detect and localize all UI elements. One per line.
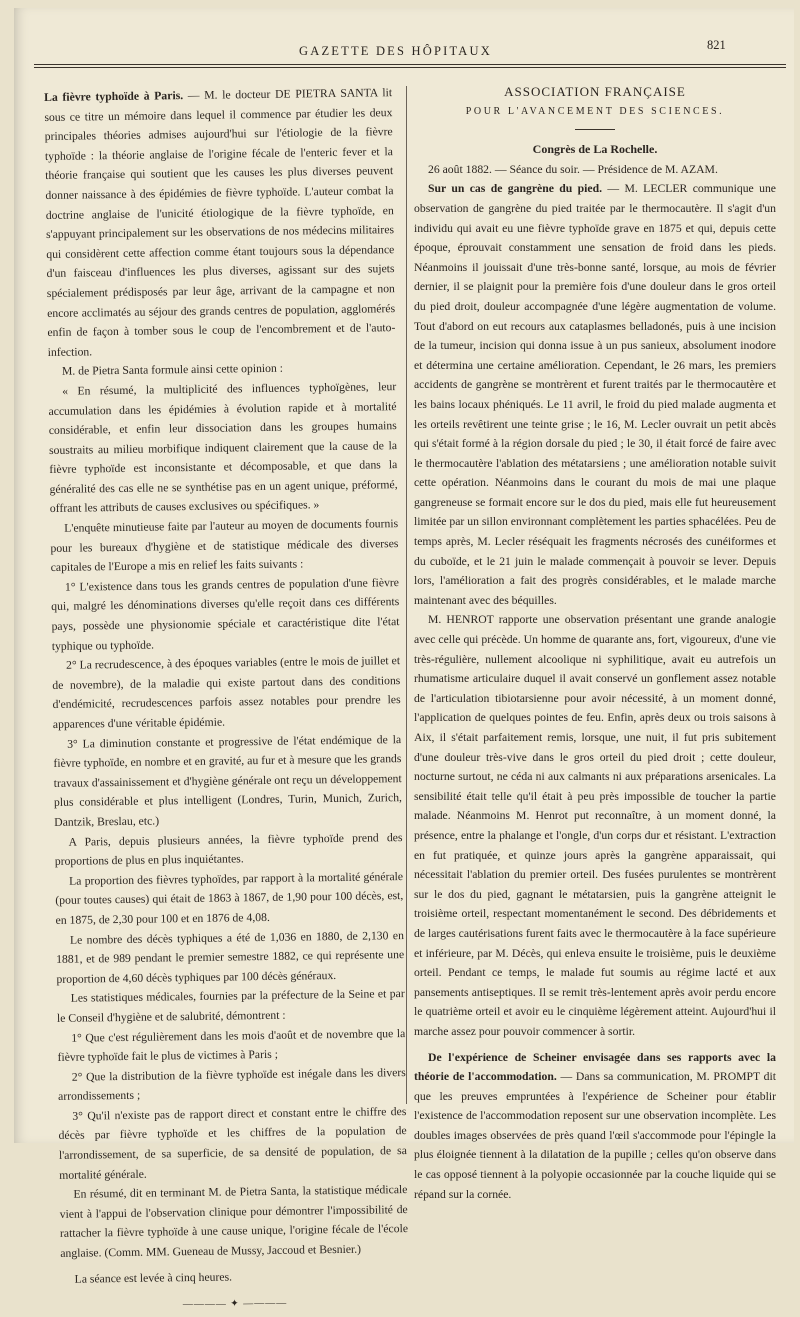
left-column	[44, 83, 409, 1317]
section-rule	[575, 129, 615, 130]
association-title: ASSOCIATION FRANÇAISE	[504, 84, 686, 99]
article-heading-typhoid: La fièvre typhoïde à Paris.	[44, 89, 184, 104]
right-column	[414, 82, 776, 1204]
running-title: GAZETTE DES HÔPITAUX	[299, 44, 492, 58]
header-rule	[34, 64, 786, 65]
paragraph: A Paris, depuis plusieurs années, la fièvre typhoïde prend des proportions de plus en plus inquiétantes.	[54, 830, 403, 869]
paragraph-item-1: 1° L'existence dans tous les grands centres de population d'une fièvre qui, malgré les dénominations diverses qu'elle reçoit dans ces différents pays, possède une physionomie spéciale et caractéristique dite l'état typhique ou typhoïde.	[51, 575, 400, 653]
article-heading-gangrene: Sur un cas de gangrène du pied.	[428, 182, 603, 196]
paragraph-typhoid-intro: La fièvre typhoïde à Paris. — M. le docteur DE PIETRA SANTA lit sous ce titre un mémoire dans lequel il commence par étudier les deux principales théories admises aujourd'hui sur l'étiologie de la fièvre typhoïde : la théorie anglaise de l'origine fécale de l'enteric fever et la théorie française qui soutient que les causes les plus diverses peuvent donner naissance à des épidémies de fièvre typhoïde. L'auteur combat la doctrine anglaise de l'unicité étiologique de la fièvre typhoïde, en s'appuyant principalement sur les observations de nos médecins militaires qui considèrent cette affection comme étant toujours sous la dépendance d'un faisceau d'influences les plus diverses, agissant sur des sujets spécialement prédisposés par leur âge, arrivant de la campagne et non encore acclimatés au séjour des grands centres de population, agglomérés enfin de façon à tomber sous le coup de l'encombrement et de l'auto-infection.	[44, 86, 396, 359]
paragraph: La proportion des fièvres typhoïdes, par rapport à la mortalité générale (pour toutes causes) qui était de 1863 à 1867, de 1,90 pour 100 décès, est, en 1875, de 2,30 pour 100 et en 1876 de 4,08.	[55, 869, 404, 927]
session-closing: La séance est levée à cinq heures.	[74, 1270, 233, 1286]
paragraph: Le nombre des décès typhiques a été de 1,036 en 1880, de 2,130 en 1881, et de 989 pendant le premier semestre 1882, ce qui représente une proportion de 4,60 décès typhiques par 100 décès généraux.	[56, 928, 405, 986]
page-number: 821	[707, 38, 726, 52]
article-heading-scheiner: De l'expérience de Scheiner envisagée dans ses rapports avec la théorie de l'accommodation.	[414, 1050, 776, 1084]
end-ornament: ———— ✦ ————	[182, 1297, 288, 1311]
paragraph: Les statistiques médicales, fournies par la préfecture de la Seine et par le Conseil d'hygiène et de salubrité, démontrent :	[56, 987, 405, 1025]
column-divider	[406, 86, 407, 1104]
session-line: 26 août 1882. — Séance du soir. — Présidence de M. AZAM.	[428, 162, 718, 176]
paragraph-item-1: 1° Que c'est régulièrement dans les mois d'août et de novembre que la fièvre typhoïde fait le plus de victimes à Paris ;	[57, 1026, 406, 1064]
paragraph-item-2: 2° Que la distribution de la fièvre typhoïde est inégale dans les divers arrondissements ;	[57, 1065, 406, 1104]
paragraph-item-3: 3° La diminution constante et progressive de l'état endémique de la fièvre typhoïde, en nombre et en gravité, au fur et à mesure que les grands travaux d'assainissement et d'hygiène générale ont reçu un développement plus considérable et plus intelligent (Londres, Turin, Munich, Zurich, Dantzik, Breslau, etc.)	[53, 732, 403, 829]
paragraph-item-2: 2° La recrudescence, à des époques variables (entre le mois de juillet et de novembre), de la maladie qui existe partout dans des conditions d'endémicité, recrudescences parfois assez notables pour prendre les apparences d'une véritable épidémie.	[52, 654, 401, 731]
paragraph-conclusion: En résumé, dit en terminant M. de Pietra Santa, la statistique médicale vient à l'appui de l'observation clinique pour démontrer l'impossibilité de rattacher la fièvre typhoïde à une cause unique, l'origine fécale de l'école anglaise. (Comm. MM. Gueneau de Mussy, Jaccoud et Besnier.)	[59, 1183, 409, 1260]
congress-title: Congrès de La Rochelle.	[532, 142, 658, 157]
paragraph: L'enquête minutieuse faite par l'auteur au moyen de documents fournis pour les bureaux d'hygiène et de statistique médicale des diverses capitales de l'Europe a mis en relief les faits suivants :	[50, 517, 399, 575]
paragraph-item-3: 3° Qu'il n'existe pas de rapport direct et constant entre le chiffre des décès par fièvre typhoïde et les chiffres de la population de l'arrondissement, de sa superficie, de sa densité de population, de sa mortalité générale.	[58, 1104, 407, 1182]
paragraph-quote: « En résumé, la multiplicité des influences typhoïgènes, leur accumulation dans les épidémies à évolution rapide et à mortalité considérable, et enfin leur dissociation dans les groupes humains soustraits au milieu morbifique indiquent clairement que la cause de la fièvre typhoïde est inconsistante et décomposable, et que dans la généralité des cas elle ne se synthétise pas en un agent unique, préformé, offrant les attributs de causes exclusives ou spécifiques. »	[48, 380, 398, 516]
paragraph-gangrene: Sur un cas de gangrène du pied. — M. LECLER communique une observation de gangrène du pied traitée par le thermocautère. Il s'agit d'un individu qui avait eu une fièvre typhoïde grave en 1875 et qui, depuis cette époque, éprouvait constamment une sensation de froid dans les pieds. Néanmoins il jouissait d'une très-bonne santé, lorsque, au mois de février dernier, il se plaignit pour la première fois d'une douleur dans le gros orteil du pied droit, douleur accompagnée d'une légère augmentation de volume. Tout d'abord on eut recours aux cataplasmes belladonés, puis à une incision de la tumeur, incision qui donna issue à un pus sanieux, absolument inodore et détermina une certaine amélioration. Cependant, le 26 mars, les premiers accidents de gangrène se montrèrent et furent traités par le thermocautère et les bains locaux phéniqués. Le 11 avril, le froid du pied malade augmenta et les orteils revêtirent une teinte grise ; le 16, M. Lecler ouvrait un petit abcès qui s'était formé à la région dorsale du pied ; le 30, il était forcé de faire avec le thermocautère l'ablation des métatarsiens ; une amélioration notable suivit cette opération. Néanmoins dans le courant du mois de mai une plaque gangreneuse se formait encore sur le dos du pied, mais elle fut heureusement limitée par un sillon environnant complètement les parties sphacélées. Peu de temps après, M. Lecler réséquait les fragments nécrosés des cunéiformes et du cuboïde, et le 21 juin le malade commençait à pouvoir se lever. Depuis lors, l'amélioration a fait des progrès considérables, et le malade marche maintenant avec des béquilles.	[414, 182, 776, 607]
paragraph-henrot: M. HENROT rapporte une observation présentant une grande analogie avec celle qui précède. Un homme de quarante ans, fort, vigoureux, d'une vie très-régulière, nullement alcoolique ni syphilitique, avait eu autrefois un rhumatisme articulaire duquel il avait conservé un gonflement assez notable de l'articulation tibiotarsienne pour avoir nécessité, à un moment donné, l'application de quelques pointes de feu. Enfin, après deux ou trois saisons à Aix, il s'était parfaitement remis, lorsque, une nuit, il fut pris subitement d'une douleur très-vive dans le gros orteil du pied droit ; cette douleur, nocturne surtout, ne céda ni aux calmants ni aux préparations arsenicales. La sensibilité était telle qu'il était à peu près impossible de toucher la partie malade. Néanmoins M. Henrot put reconnaître, à un moment donné, la présence, entre la phalange et l'ongle, d'un corps dur et résistant. L'extraction en fut pratiquée, et quinze jours après la gangrène apparaissait, qui nécessitait l'ablation du premier orteil. Des fusées purulentes se montrèrent sur le dos du pied, gagnant le métatarsien, puis la gangrène atteignit le troisième orteil, respectant momentanément le second. Des débridements et de larges cautérisations furent faits avec le thermocautère à la face supérieure et inférieure, par M. Décès, qui enleva ensuite le troisième, puis le deuxième orteil. Pendant ce temps, le malade fut soumis au régime lacté et aux pansements antiseptiques. Il se remit très-lentement après avoir perdu encore le quatrième orteil et avoir eu le cinquième légèrement atteint. Aujourd'hui il marche assez pour pouvoir commencer à sortir.	[414, 613, 776, 1038]
paragraph: M. de Pietra Santa formule ainsi cette opinion :	[61, 362, 284, 379]
association-subtitle: POUR L'AVANCEMENT DES SCIENCES.	[465, 105, 725, 117]
paragraph-scheiner: De l'expérience de Scheiner envisagée dans ses rapports avec la théorie de l'accommodation. — Dans sa communication, M. PROMPT dit que les preuves empruntées à l'expérience de Scheiner pour établir l'existence de l'accommodation reposent sur une observation incomplète. Les doubles images observées de près quand l'œil s'accommode pour l'épingle la plus éloignée tiennent à la dilatation de la pupille ; celles qu'on observe dans le cas opposé tiennent à la polyopie occasionnée par la couche liquide qui se répand sur la cornée.	[414, 1050, 777, 1201]
newspaper-page	[14, 8, 794, 1311]
header-rule-double	[34, 67, 786, 68]
